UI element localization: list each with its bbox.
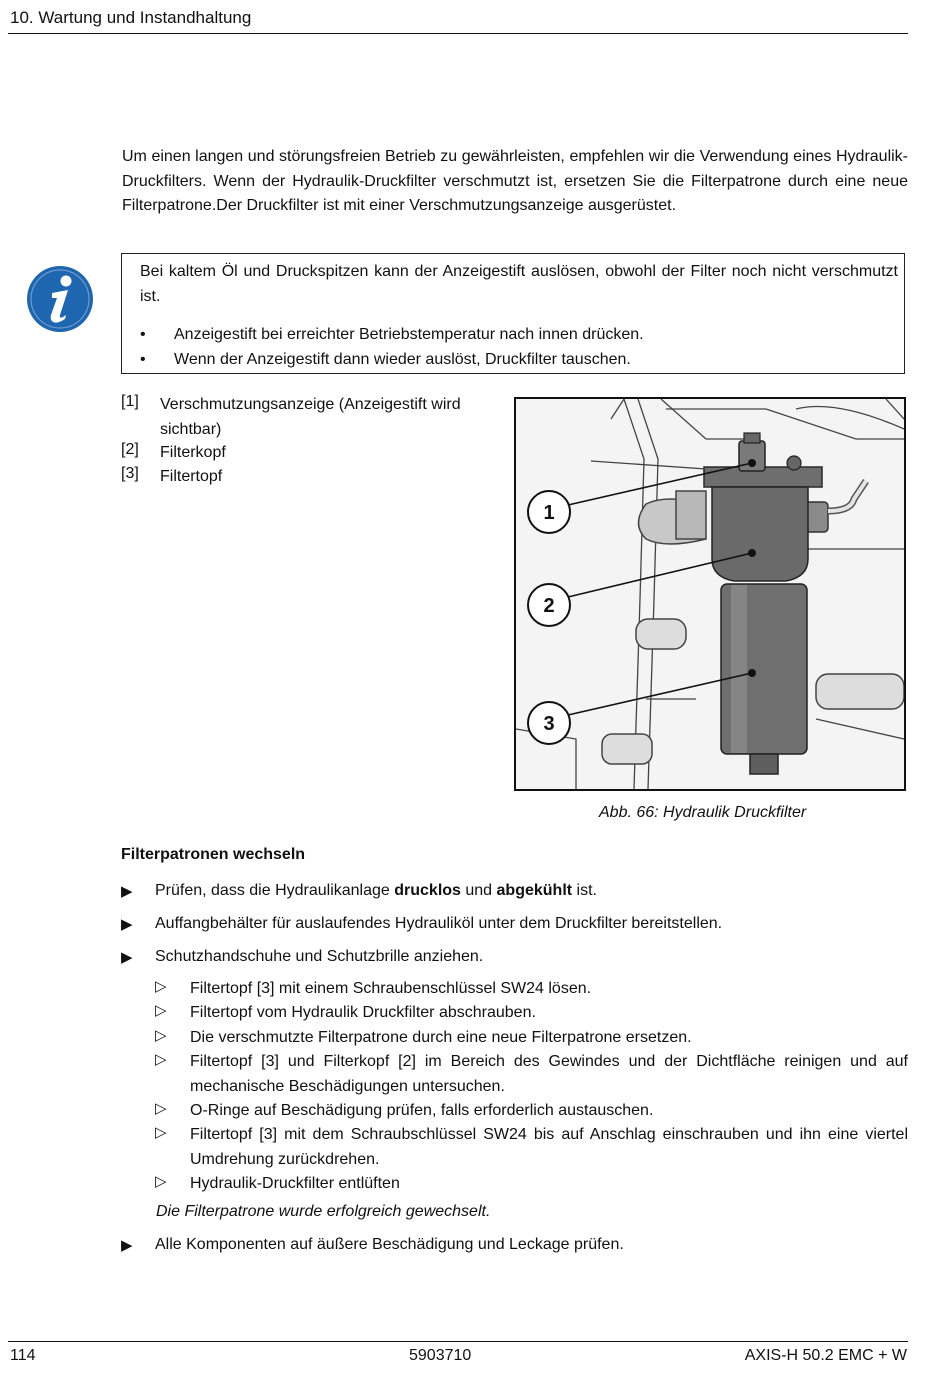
sub-step-marker: ▷ (155, 1173, 167, 1190)
model-name: AXIS-H 50.2 EMC + W (744, 1347, 907, 1364)
legend-number: [2] (121, 441, 139, 458)
bullet-text: Wenn der Anzeigestift dann wieder auslöst, Druckfilter tauschen. (174, 351, 631, 368)
sub-step-marker: ▷ (155, 1124, 167, 1141)
legend-label: Verschmutzungsanzeige (Anzeigestift wird sichtbar) (160, 396, 461, 438)
sub-step-text: Filtertopf [3] mit einem Schraubenschlüssel SW24 lösen. (190, 980, 592, 997)
legend-number: [3] (121, 465, 139, 482)
step-text: Alle Komponenten auf äußere Beschädigung und Leckage prüfen. (155, 1236, 624, 1253)
page-number: 114 (10, 1347, 36, 1364)
bullet-text: Anzeigestift bei erreichter Betriebstemperatur nach innen drücken. (174, 326, 644, 343)
bullet-marker: • (140, 351, 146, 368)
legend-label: Filtertopf (160, 468, 223, 485)
sub-step-marker: ▷ (155, 1027, 167, 1044)
sub-step-marker: ▷ (155, 1051, 167, 1068)
section-title: Filterpatronen wechseln (121, 846, 306, 863)
legend-number: [1] (121, 393, 139, 410)
sub-step-marker: ▷ (155, 1100, 167, 1117)
sub-step-text: Hydraulik-Druckfilter entlüften (190, 1175, 400, 1192)
step-marker: ▶ (121, 883, 133, 900)
header-rule (8, 33, 908, 34)
legend-label: Filterkopf (160, 444, 226, 461)
step-marker: ▶ (121, 916, 133, 933)
info-note-text: Bei kaltem Öl und Druckspitzen kann der Anzeigestift auslösen, obwohl der Filter noch nicht verschmutzt ist. (140, 263, 898, 305)
sub-step-marker: ▷ (155, 1002, 167, 1019)
footer-rule (8, 1341, 908, 1342)
sub-step-marker: ▷ (155, 978, 167, 995)
callout-1: 1 (543, 502, 555, 524)
callout-3: 3 (543, 713, 555, 735)
info-icon (26, 265, 94, 333)
step-text: Prüfen, dass die Hydraulikanlage drucklos und abgekühlt ist. (155, 882, 597, 899)
callout-2: 2 (543, 595, 555, 617)
step-text: Schutzhandschuhe und Schutzbrille anziehen. (155, 948, 484, 965)
hydraulic-filter-figure (514, 397, 906, 791)
sub-step-text: Filtertopf vom Hydraulik Druckfilter abschrauben. (190, 1004, 536, 1021)
step-text: Auffangbehälter für auslaufendes Hydrauliköl unter dem Druckfilter bereitstellen. (155, 915, 723, 932)
step-marker: ▶ (121, 949, 133, 966)
figure-caption: Abb. 66: Hydraulik Druckfilter (599, 804, 807, 821)
sub-step-text: Filtertopf [3] und Filterkopf [2] im Bereich des Gewindes und der Dichtfläche reinigen und auf mechanische Beschädigungen untersuchen. (190, 1053, 908, 1095)
document-number: 5903710 (409, 1347, 472, 1364)
sub-step-text: Die verschmutzte Filterpatrone durch eine neue Filterpatrone ersetzen. (190, 1029, 692, 1046)
hydraulic-filter-illustration (516, 399, 904, 789)
sub-step-text: O-Ringe auf Beschädigung prüfen, falls erforderlich austauschen. (190, 1102, 654, 1119)
intro-paragraph: Um einen langen und störungsfreien Betrieb zu gewährleisten, empfehlen wir die Verwendung eines Hydraulik-Druckfilters. Wenn der Hydraulik-Druckfilter verschmutzt ist, ersetzen Sie die Filterpatrone durch eine neue Filterpatrone.Der Druckfilter ist mit einer Verschmutzungsanzeige ausgerüstet. (122, 148, 908, 214)
step-marker: ▶ (121, 1237, 133, 1254)
sub-step-text: Filtertopf [3] mit dem Schraubschlüssel SW24 bis auf Anschlag einschrauben und ihn eine viertel Umdrehung zurückdrehen. (190, 1126, 908, 1168)
result-text: Die Filterpatrone wurde erfolgreich gewechselt. (156, 1203, 491, 1220)
bullet-marker: • (140, 326, 146, 343)
chapter-header: 10. Wartung und Instandhaltung (10, 8, 252, 27)
